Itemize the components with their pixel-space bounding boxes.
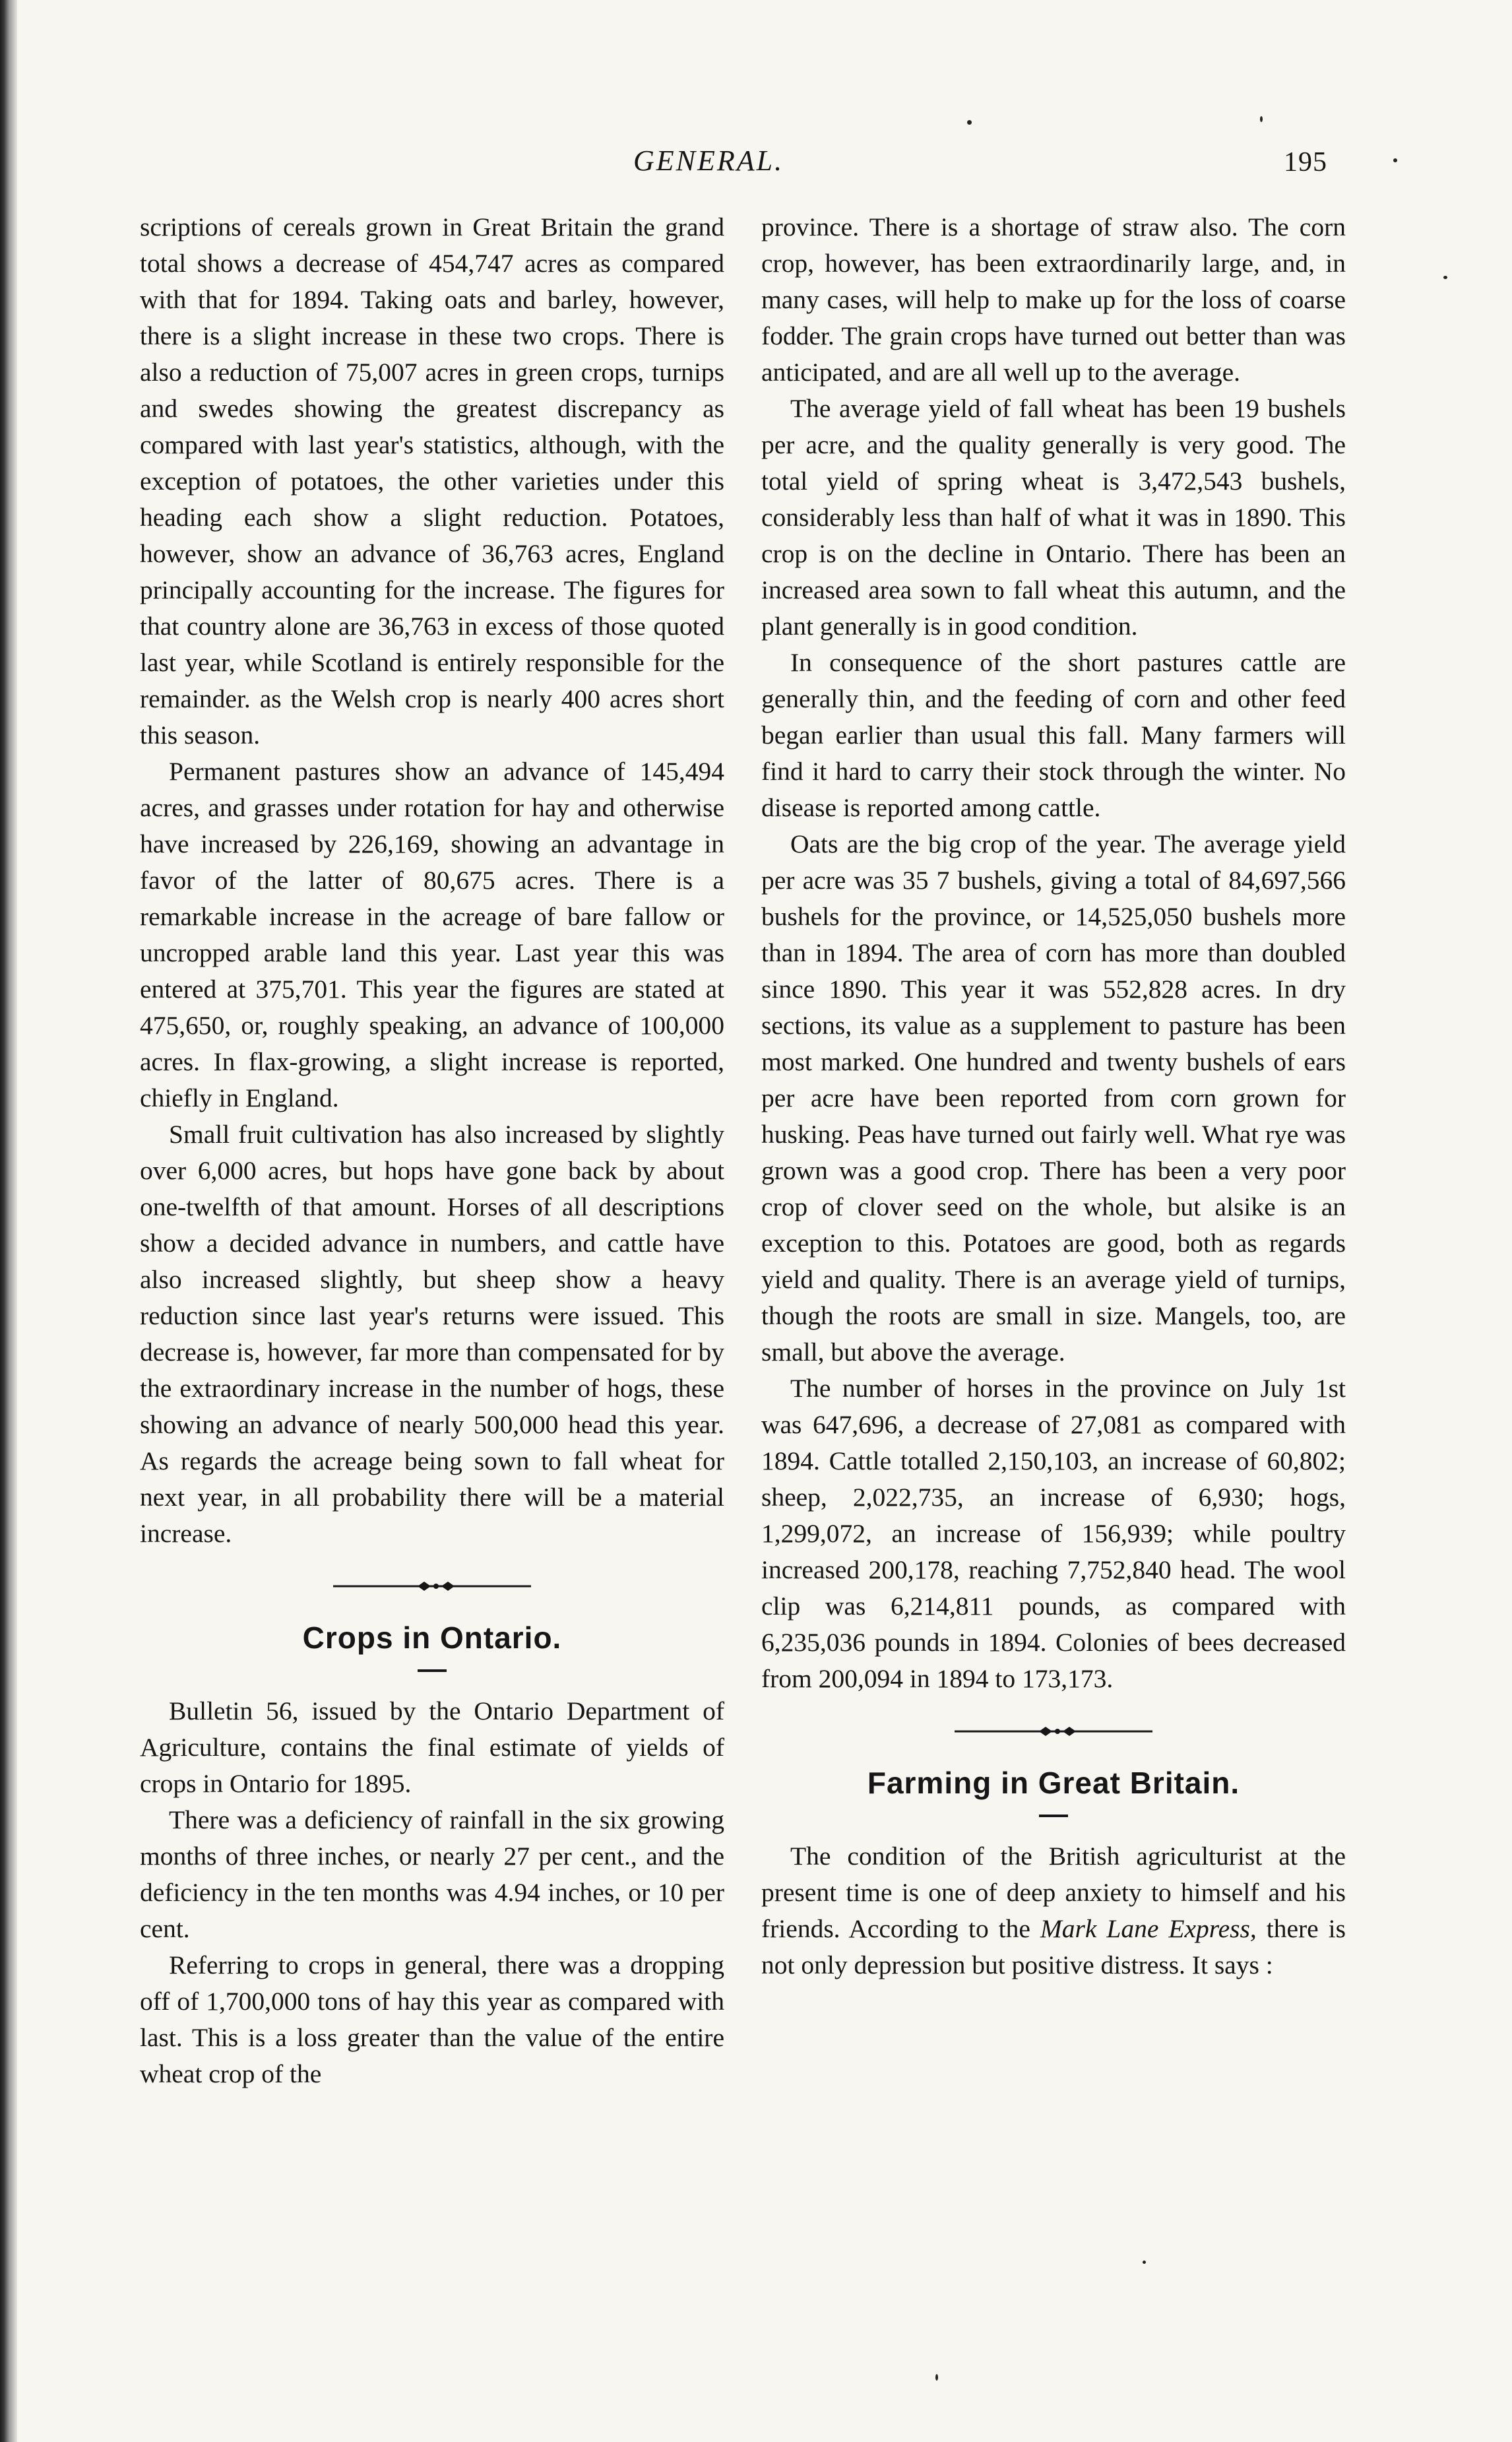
print-speck — [1443, 276, 1447, 279]
section-divider-ornament — [955, 1725, 1152, 1738]
running-head — [0, 144, 1512, 190]
publication-title-mark-lane-express: Mark Lane Express, — [1040, 1914, 1257, 1943]
print-speck — [1393, 158, 1397, 162]
binding-edge — [0, 0, 17, 2442]
section-heading-crops-in-ontario: Crops in Ontario. — [302, 1621, 562, 1655]
paragraph-hay-crop: Referring to crops in general, there was a dropping off of 1,700,000 tons of hay this year as compared with last. This is a loss greater than the value of the entire wheat crop of the — [140, 1950, 724, 2088]
paragraph-rainfall: There was a deficiency of rainfall in the six growing months of three inches, or nearly 27 per cent., and the deficiency in the ten months was 4.94 inches, or 10 per cent. — [140, 1805, 724, 1943]
print-speck — [1260, 116, 1263, 122]
print-speck — [935, 2374, 938, 2381]
print-speck — [1143, 2261, 1146, 2264]
paragraph-small-fruit: Small fruit cultivation has also increased by slightly over 6,000 acres, but hops have gone back by about one-twelfth of that amount. Horses of all descriptions show a decided advance in numbers, and cattle have also increased slightly, but sheep show a heavy reduction since last year's returns were issued. This decrease is, however, far more than compensated for by the extraordinary increase in the number of hogs, these showing an advance of nearly 500,000 head this year. As regards the acreage being sown to fall wheat for next year, in all probability there will be a material increase. — [140, 1120, 724, 1548]
page-number: 195 — [1284, 147, 1327, 177]
paragraph-cereals-continued: scriptions of cereals grown in Great Britain the grand total shows a decrease of 454,747 acres as compared with that for 1894. Taking oats and barley, however, there is a slight increase in these two crops. There is also a reduction of 75,007 acres in green crops, turnips and swedes showing the greatest discrepancy as compared with last year's statistics, although, with the exception of potatoes, the other varieties under this heading each show a slight reduction. Potatoes, however, show an advance of 36,763 acres, England principally accounting for the increase. The figures for that country alone are 36,763 in excess of those quoted last year, while Scotland is entirely responsible for the remainder. as the Welsh crop is nearly 400 acres short this season. — [140, 212, 724, 750]
heading-underline-dash — [1039, 1815, 1068, 1817]
paragraph-text-start: The condition of the British agriculturist at the present time is one of deep anxiety to himself and his friends. According to the — [761, 1842, 1346, 1943]
paragraph-fall-wheat: The average yield of fall wheat has been 19 bushels per acre, and the quality generally is very good. The total yield of spring wheat is 3,472,543 bushels, considerably less than half of what it was in 1890. This crop is on the decline in Ontario. There has been an increased area sown to fall wheat this autumn, and the plant generally is in good condition. — [761, 394, 1346, 641]
paragraph-cattle: In consequence of the short pastures cattle are generally thin, and the feeding of corn and other feed began earlier than usual this fall. Many farmers will find it hard to carry their stock through the winter. No disease is reported among cattle. — [761, 648, 1346, 822]
paragraph-oats: Oats are the big crop of the year. The average yield per acre was 35 7 bushels, giving a total of 84,697,566 bushels for the province, or 14,525,050 bushels more than in 1894. The area of corn has more than doubled since 1890. This year it was 552,828 acres. In dry sections, its value as a supplement to pasture has been most marked. One hundred and twenty bushels of ears per acre have been reported from corn grown for husking. Peas have turned out fairly well. What rye was grown was a good crop. There has been a very poor crop of clover seed on the whole, but alsike is an exception to this. Potatoes are good, both as regards yield and quality. There is an average yield of turnips, though the roots are small in size. Mangels, too, are small, but above the average. — [761, 829, 1346, 1366]
paragraph-bulletin-56: Bulletin 56, issued by the Ontario Department of Agriculture, contains the final estimate of yields of crops in Ontario for 1895. — [140, 1696, 724, 1798]
heading-underline-dash — [418, 1669, 447, 1672]
paragraph-british-agriculturist — [761, 1838, 1346, 1983]
print-speck — [967, 120, 972, 125]
paragraph-text-end: there is not only depression but positive distress. It says : — [761, 1914, 1346, 1979]
section-heading-farming-in-great-britain: Farming in Great Britain. — [867, 1766, 1240, 1800]
right-column — [761, 209, 1346, 1983]
paragraph-permanent-pastures: Permanent pastures show an advance of 145,494 acres, and grasses under rotation for hay and otherwise have increased by 226,169, showing an advantage in favor of the latter of 80,675 acres. There is a remarkable increase in the acreage of bare fallow or uncropped arable land this year. Last year this was entered at 375,701. This year the figures are stated at 475,650, or, roughly speaking, an advance of 100,000 acres. In flax-growing, a slight increase is reported, chiefly in England. — [140, 757, 724, 1112]
section-divider-ornament — [333, 1580, 531, 1593]
paragraph-livestock-numbers: The number of horses in the province on July 1st was 647,696, a decrease of 27,081 as compared with 1894. Cattle totalled 2,150,103, an increase of 60,802; sheep, 2,022,735, an increase of 6,930; hogs, 1,299,072, an increase of 156,939; while poultry increased 200,178, reaching 7,752,840 head. The wool clip was 6,214,811 pounds, as compared with 6,235,036 pounds in 1894. Colonies of bees decreased from 200,094 in 1894 to 173,173. — [761, 1374, 1346, 1693]
left-column — [140, 209, 724, 2092]
running-title: GENERAL. — [633, 145, 784, 177]
paragraph-straw-shortage: province. There is a shortage of straw also. The corn crop, however, has been extraordinarily large, and, in many cases, will help to make up for the loss of coarse fodder. The grain crops have turned out better than was anticipated, and are all well up to the average. — [761, 212, 1346, 387]
